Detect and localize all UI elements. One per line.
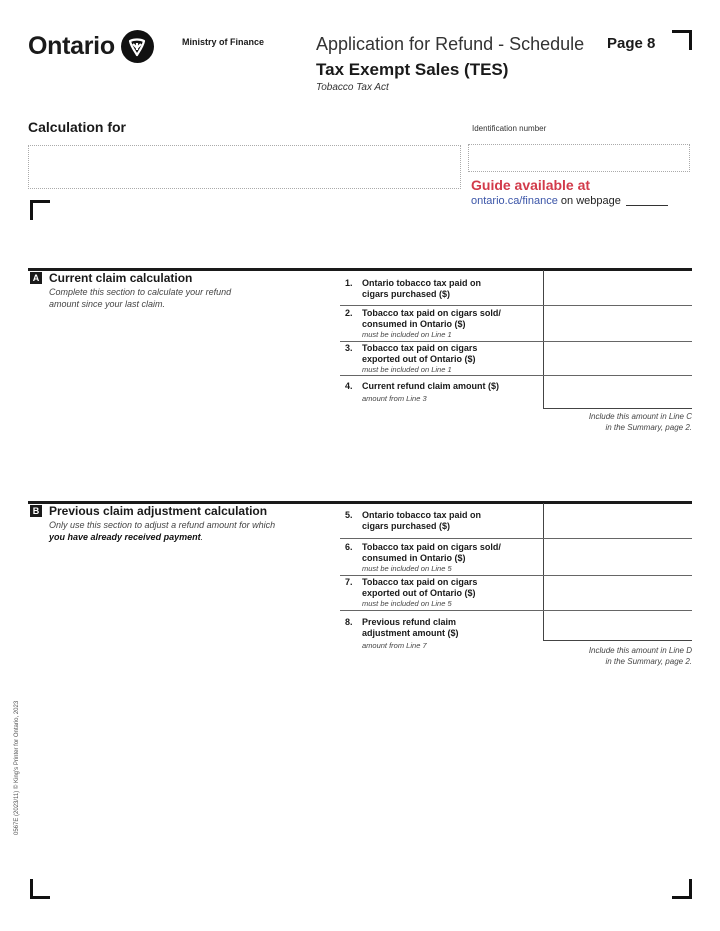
line-6-amount-field[interactable] — [544, 539, 692, 575]
ministry-name: Ministry of Finance — [182, 37, 265, 47]
line-6-number: 6. — [345, 542, 353, 552]
line-3-note: must be included on Line 1 — [362, 365, 452, 374]
section-a-badge: A — [30, 272, 42, 284]
form-act: Tobacco Tax Act — [316, 82, 389, 93]
trillium-icon — [121, 30, 154, 63]
identification-number-label: Identification number — [472, 124, 547, 133]
line-4-note: amount from Line 3 — [362, 394, 427, 403]
guide-link[interactable]: ontario.ca/finance — [471, 195, 558, 207]
ontario-logo — [28, 30, 154, 63]
logo-text: Ontario — [28, 32, 115, 60]
line-3-amount-field[interactable] — [544, 342, 692, 375]
line-7-number: 7. — [345, 577, 353, 587]
section-b-title: Previous claim adjustment calculation — [49, 504, 268, 518]
line-5-amount-field[interactable] — [544, 504, 692, 538]
calculation-for-label: Calculation for — [28, 119, 127, 135]
section-b-description: Only use this section to adjust a refund amount for which you have already received payment. — [49, 520, 276, 542]
line-4-number: 4. — [345, 381, 353, 391]
line-8-amount-field[interactable] — [544, 611, 692, 641]
section-a-note: Include this amount in Line C in the Summary, page 2. — [588, 412, 692, 432]
section-a-title: Current claim calculation — [49, 271, 193, 285]
corner-mark-bottom-right — [672, 879, 692, 899]
line-7-label: Tobacco tax paid on cigars exported out of Ontario ($) must be included on Line 5 — [362, 577, 502, 608]
line-5-number: 5. — [345, 510, 353, 520]
line-2-amount-field[interactable] — [544, 306, 692, 341]
guide-title: Guide available at — [471, 177, 591, 193]
line-8-label: Previous refund claim adjustment amount ($) amount from Line 7 — [362, 617, 487, 650]
line-7-note: must be included on Line 5 — [362, 599, 452, 608]
line-4-label: Current refund claim amount ($) amount from Line 3 — [362, 381, 537, 403]
calculation-for-field[interactable] — [28, 145, 461, 189]
line-6-label: Tobacco tax paid on cigars sold/ consumed in Ontario ($) must be included on Line 5 — [362, 542, 532, 573]
corner-mark-mid-left — [30, 200, 50, 220]
corner-mark-bottom-left — [30, 879, 50, 899]
section-b-badge: B — [30, 505, 42, 517]
form-subtitle: Tax Exempt Sales (TES) — [316, 60, 509, 79]
guide-suffix: on webpage — [557, 195, 621, 207]
corner-mark-top-right — [672, 30, 692, 50]
line-5-label: Ontario tobacco tax paid on cigars purchased ($) — [362, 510, 482, 531]
line-6-note: must be included on Line 5 — [362, 564, 452, 573]
line-8-number: 8. — [345, 617, 353, 627]
line-1-number: 1. — [345, 278, 353, 288]
line-4-amount-field[interactable] — [544, 376, 692, 409]
line-1-amount-field[interactable] — [544, 271, 692, 305]
line-2-note: must be included on Line 1 — [362, 330, 452, 339]
line-2-label: Tobacco tax paid on cigars sold/ consumed in Ontario ($) must be included on Line 1 — [362, 308, 532, 339]
identification-number-field[interactable] — [468, 144, 690, 172]
line-3-label: Tobacco tax paid on cigars exported out of Ontario ($) must be included on Line 1 — [362, 343, 502, 374]
guide-blank-line — [626, 205, 668, 206]
line-8-note: amount from Line 7 — [362, 641, 427, 650]
page-number: Page 8 — [607, 35, 656, 52]
section-b-note: Include this amount in Line D in the Summary, page 2. — [588, 646, 692, 666]
line-1-label: Ontario tobacco tax paid on cigars purchased ($) — [362, 278, 482, 299]
guide-line — [471, 195, 668, 207]
form-title: Application for Refund - Schedule — [316, 34, 585, 54]
line-7-amount-field[interactable] — [544, 576, 692, 610]
form-code: 0567E (2023/11) © King's Printer for Ontario, 2023 — [14, 700, 20, 835]
line-3-number: 3. — [345, 343, 353, 353]
line-2-number: 2. — [345, 308, 353, 318]
section-a-description: Complete this section to calculate your refund amount since your last claim. — [49, 287, 232, 309]
